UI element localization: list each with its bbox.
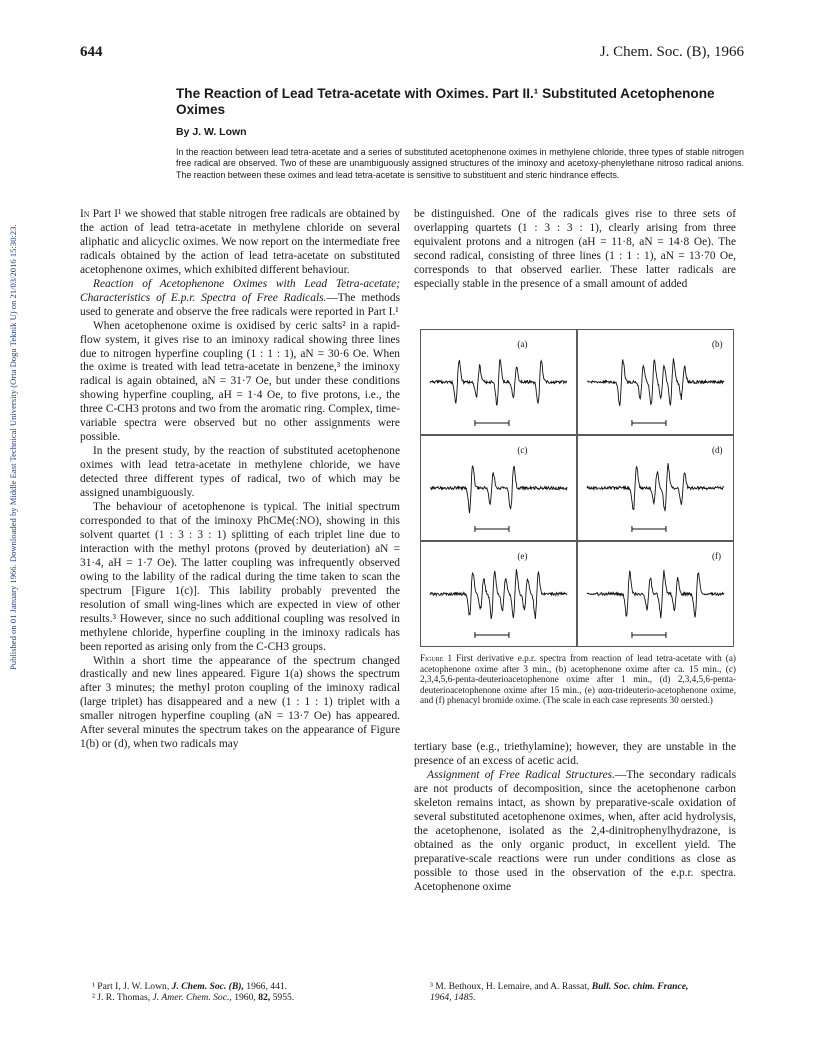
left-column bbox=[80, 208, 400, 752]
spectrum-panel bbox=[421, 436, 577, 541]
spectrum-trace bbox=[587, 570, 724, 618]
paragraph-base: tertiary base (e.g., triethylamine); however, they are unstable in the presence of an excess of acetic acid. bbox=[414, 741, 736, 767]
spectrum-trace bbox=[430, 360, 567, 406]
figure-caption bbox=[420, 653, 736, 706]
spectrum-trace bbox=[430, 466, 567, 513]
spectrum-panel bbox=[578, 330, 734, 435]
page-number: 644 bbox=[80, 44, 103, 60]
panel-label: (d) bbox=[712, 445, 723, 455]
footnote-1: ¹ Part I, J. W. Lown, J. Chem. Soc. (B), 1966, 441. bbox=[92, 981, 288, 992]
panel-label: (c) bbox=[517, 445, 528, 455]
panel-label: (e) bbox=[517, 551, 528, 561]
footnotes-left bbox=[92, 981, 402, 1004]
paragraph-spectrum-change: Within a short time the appearance of the spectrum changed drastically and new lines appeared. Figure 1(a) shows the spectrum after 3 minutes; the methyl proton coupling of the iminoxy radical (large triplet) has disappeared and a new (1 : 1 : 1) triplet with a smaller nitrogen hyperfine coupling (aN = 13·7 Oe) has appeared. After several minutes the spectrum takes on the appearance of Figure 1(b) or (d), when two radicals may bbox=[80, 654, 400, 751]
paragraph-continued: be distinguished. One of the radicals gives rise to three sets of overlapping quartets (1 : 3 : 3 : 1), clearly arising from three equivalent protons and a nitrogen (aH = 11·8, aN = 14·8 Oe). The second radical, consisting of three lines (1 : 1 : 1), aN = 13·70 Oe, corresponds to that observed earlier. These latter radicals are especially stable in the presence of a small amount of added bbox=[414, 208, 736, 290]
abstract: In the reaction between lead tetra-acetate and a series of substituted acetophenone oximes in methylene chloride, three types of stable nitrogen free radical are observed. Two of these are unambiguously assigned structures of the iminoxy and acetoxy-phenylethane nitroso radical anions. The reaction between these oximes and lead tetra-acetate is sensitive to substituent and steric hindrance effects. bbox=[176, 147, 744, 180]
drop-word: In bbox=[80, 208, 90, 220]
right-column-bottom bbox=[414, 741, 736, 894]
panel-label: (f) bbox=[712, 551, 721, 561]
caption-label: Figure 1 bbox=[420, 653, 453, 663]
right-column-top bbox=[414, 208, 736, 292]
footnotes-right bbox=[430, 981, 740, 1004]
paragraph-assignment: Assignment of Free Radical Structures.—The secondary radicals are not products of decomposition, since the acetophenone carbon skeleton remains intact, as shown by preparative-scale oxidation of several substituted acetophenone oximes, when, after acid hydrolysis, the acetophenone, isolated as the 2,4-dinitrophenylhydrazone, is obtained as the only organic product, in excellent yield. The preparative-scale reactions were run under conditions as close as possible to those used in the observation of the e.p.r. spectra. Acetophenone oxime bbox=[414, 768, 737, 893]
paragraph-behaviour: The behaviour of acetophenone is typical. The initial spectrum corresponded to that of the iminoxy PhCMe(:NO), showing in this solvent quartet (1 : 3 : 3 : 1) splitting of each triplet line due to interaction with the methyl protons (proved by deuteriation) aN = 31·4, aH = 1·7 Oe). The latter coupling was infrequently observed owing to the lability of the radical during the time taken to scan the spectrum [Figure 1(c)]. This lability probably prevented the resolution of small wing-lines which are expected in view of other results.³ However, since no such additional coupling was resolved in methylene chloride, hyperfine coupling in the iminoxy radicals has been reported as arising only from the C-CH3 groups. bbox=[80, 501, 400, 653]
paragraph-methods: Reaction of Acetophenone Oximes with Lead Tetra-acetate; Characteristics of E.p.r. Spectra of Free Radicals.—The methods used to generate and observe the free radicals were reported in Part I.¹ bbox=[80, 277, 401, 318]
spectrum-trace bbox=[587, 358, 724, 406]
panel-label: (b) bbox=[712, 339, 723, 349]
section-heading: Assignment of Free Radical Structures. bbox=[427, 768, 615, 781]
spectrum-panel bbox=[421, 330, 577, 435]
article-title: The Reaction of Lead Tetra-acetate with Oximes. Part II.¹ Substituted Acetophenone Oximes bbox=[176, 86, 715, 117]
paragraph-intro: In Part I¹ we showed that stable nitrogen free radicals are obtained by the action of lead tetra-acetate in methylene chloride on several aliphatic and alicyclic oximes. We now report on the intermediate free radicals obtained by the action of lead tetra-acetate on substituted acetophenone oximes, which exhibited different behaviour. bbox=[80, 208, 400, 276]
footnote-3: ³ M. Bethoux, H. Lemaire, and A. Rassat, Bull. Soc. chim. France, 1964, 1485. bbox=[430, 981, 689, 1004]
figure-1-epr-spectra bbox=[420, 329, 734, 649]
spectrum-panel bbox=[578, 542, 734, 647]
panel-label: (a) bbox=[517, 339, 528, 349]
spectrum-panel bbox=[421, 542, 577, 647]
author-byline: By J. W. Lown bbox=[176, 126, 247, 138]
caption-text: First derivative e.p.r. spectra from reaction of lead tetra-acetate with (a) acetophenone oxime after 3 min., (b) acetophenone oxime after ca. 15 min., (c) 2,3,4,5,6-penta-deuterioacetophenone oxime after 1 min., (d) 2,3,4,5,6-penta-deuterioacetophenone oxime after 15 min., (e) ααα-trideuterio-acetophenone oxime, and (f) phenacyl bromide oxime. (The scale in each case represents 30 oersted.) bbox=[420, 653, 736, 706]
spectrum-trace bbox=[587, 463, 724, 511]
paragraph-present-study: In the present study, by the reaction of substituted acetophenone oximes with lead tetra-acetate in methylene chloride, we have detected three different types of radical, two of which may be assigned unambiguously. bbox=[80, 445, 400, 500]
spectrum-trace bbox=[430, 569, 567, 619]
journal-header: J. Chem. Soc. (B), 1966 bbox=[599, 44, 744, 60]
download-watermark: Published on 01 January 1966. Downloaded by Middle East Technical University (Orta Dogu Teknik U) on 21/03/2016 15:30:23. bbox=[8, 224, 18, 670]
section-heading: Reaction of Acetophenone Oximes with Lead Tetra-acetate; Characteristics of E.p.r. Spectra of Free Radicals. bbox=[80, 277, 400, 304]
paragraph-ceric: When acetophenone oxime is oxidised by ceric salts² in a rapid-flow system, it gives rise to an iminoxy radical showing three lines due to nitrogen hyperfine coupling (1 : 1 : 1), aN = 30·6 Oe. When the oxime is treated with lead tetra-acetate in benzene,³ the iminoxy radical is again obtained, aN = 31·7 Oe, but under these conditions showing hyperfine coupling, aH = 1·4 Oe, to five protons, i.e., the three C-CH3 protons and two from the aromatic ring. Complex, time-variable spectra were observed but no other assignments were possible. bbox=[80, 319, 400, 444]
spectrum-panel bbox=[578, 436, 734, 541]
footnote-2: ² J. R. Thomas, J. Amer. Chem. Soc., 1960, 82, 5955. bbox=[92, 992, 295, 1004]
